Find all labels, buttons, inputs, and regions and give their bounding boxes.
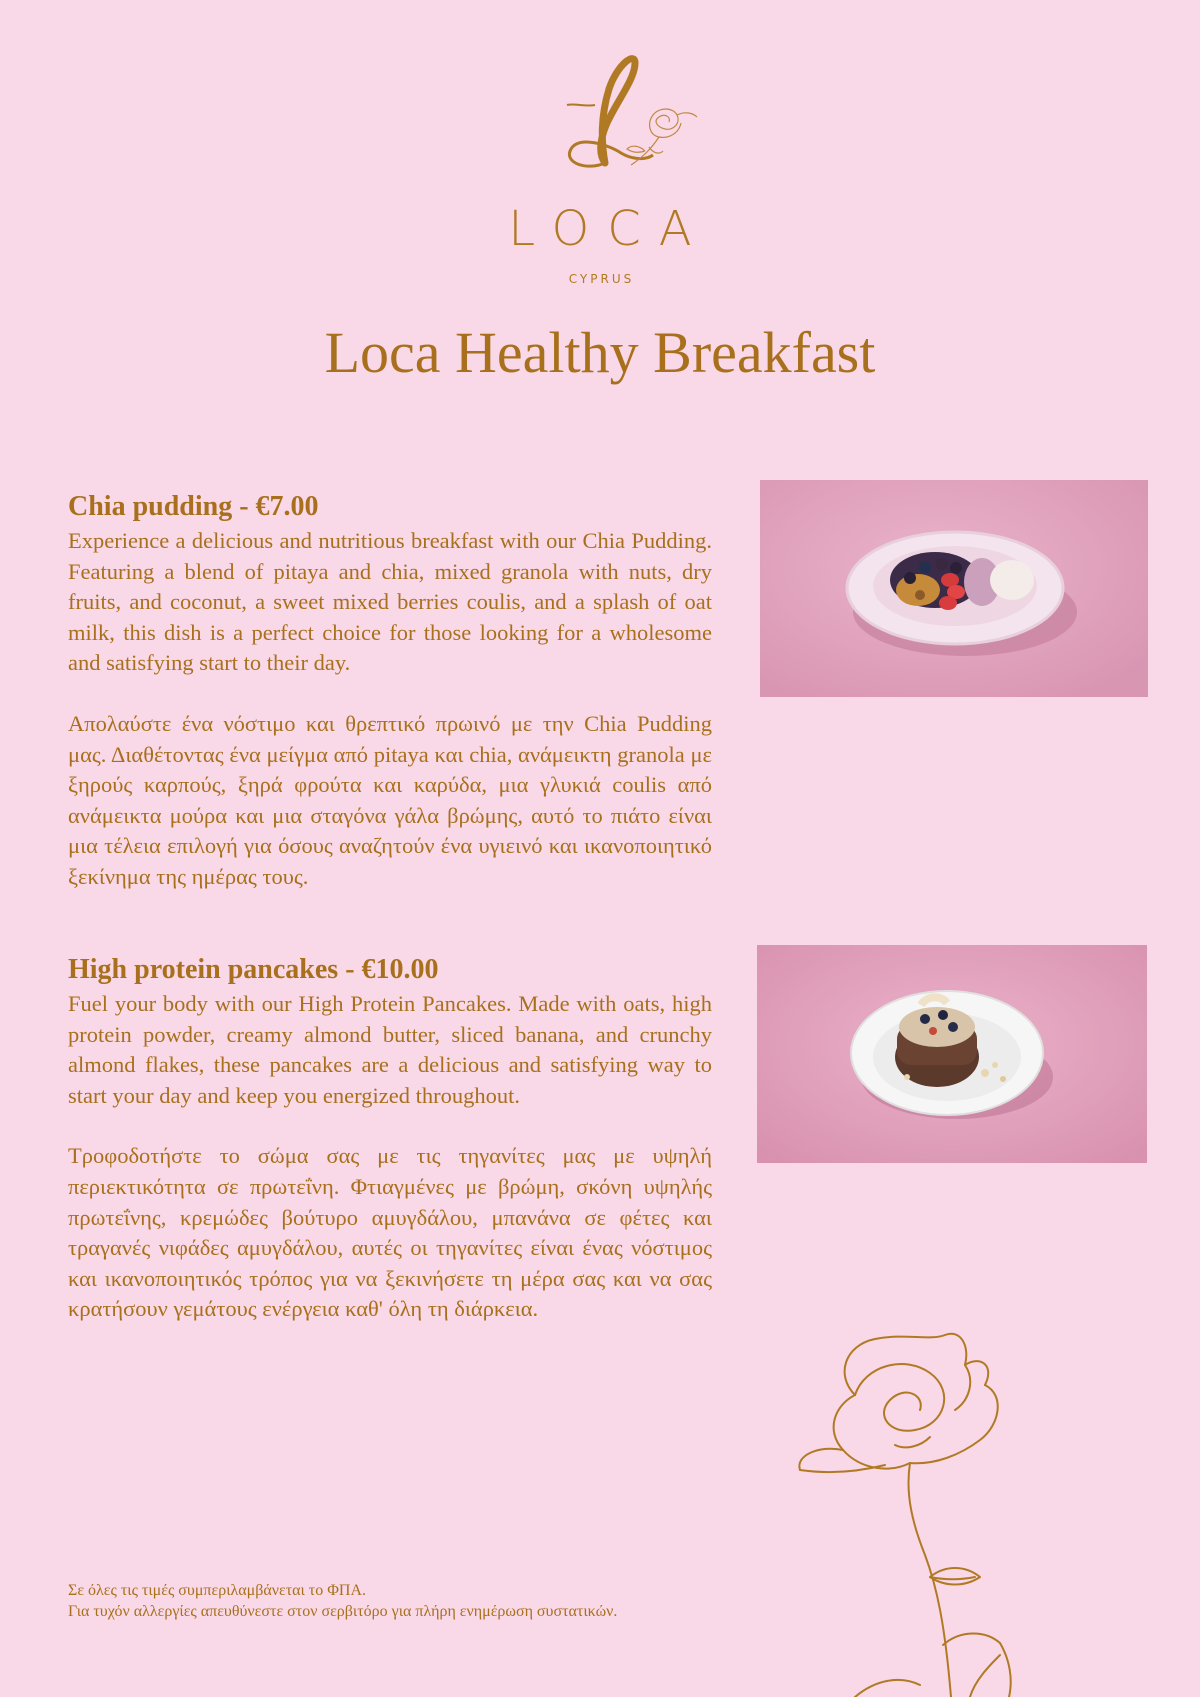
chia-pudding-photo (760, 480, 1148, 697)
menu-item-description-en: Fuel your body with our High Protein Pancakes. Made with oats, high protein powder, creamy almond butter, sliced banana, and crunchy almond flakes, these pancakes are a delicious and satisfying way to start your day and keep you energized throughout. (68, 991, 712, 1108)
footer-note (68, 1580, 788, 1622)
menu-item-chia-pudding (68, 488, 712, 893)
vat-note: Σε όλες τις τιμές συμπεριλαμβάνεται το ΦΠΑ. (68, 1582, 367, 1599)
high-protein-pancakes-photo (757, 945, 1147, 1163)
menu-item-description-el: Τροφοδοτήστε το σώμα σας με τις τηγανίτες μας με υψηλή περιεκτικότητα σε πρωτεΐνη. Φτιαγμένες με βρώμη, σκόνη υψηλής πρωτεΐνης, κρεμώδες βούτυρο αμυγδάλου, μπανάνα σε φέτες και τραγανές νιφάδες αμυγδάλου, αυτές οι τηγανίτες είναι ένας νόστιμος και ικανοποιητικός τρόπος για να ξεκινήσετε τη μέρα σας και να σας κρατήσουν γεμάτους ενέργεια καθ' όλη τη διάρκεια. (68, 1143, 712, 1322)
menu-item-description-en: Experience a delicious and nutritious breakfast with our Chia Pudding. Featuring a blend of pitaya and chia, mixed granola with nuts, dry fruits, and coconut, a sweet mixed berries coulis, and a splash of oat milk, this dish is a perfect choice for those looking for a wholesome and satisfying start to their day. (68, 528, 712, 676)
brand-name: LOCA (508, 201, 710, 257)
rose-line-art-icon (795, 1325, 1055, 1697)
page-title: Loca Healthy Breakfast (324, 320, 876, 385)
menu-item-high-protein-pancakes (68, 951, 712, 1325)
menu-item-heading: High protein pancakes - €10.00 (68, 954, 439, 985)
menu-item-description-el: Απολαύστε ένα νόστιμο και θρεπτικό πρωινό με την Chia Pudding μας. Διαθέτοντας ένα μείγμα από pitaya και chia, ανάμεικτη granola με ξηρούς καρπούς, ξηρά φρούτα και καρύδα, μια γλυκιά coulis από ανάμεικτα μούρα και μια σταγόνα γάλα βρώμης, αυτό το πιάτο είναι μια τέλεια επιλογή για όσους αναζητούν ένα υγιεινό και ικανοποιητικό ξεκίνημα της ημέρας τους. (68, 710, 712, 889)
menu-item-heading: Chia pudding - €7.00 (68, 491, 319, 522)
allergy-note: Για τυχόν αλλεργίες απευθύνεστε στον σερβιτόρο για πλήρη ενημέρωση συστατικών. (68, 1603, 618, 1620)
brand-location: CYPRUS (568, 272, 635, 286)
loca-logo-mark (535, 45, 705, 180)
